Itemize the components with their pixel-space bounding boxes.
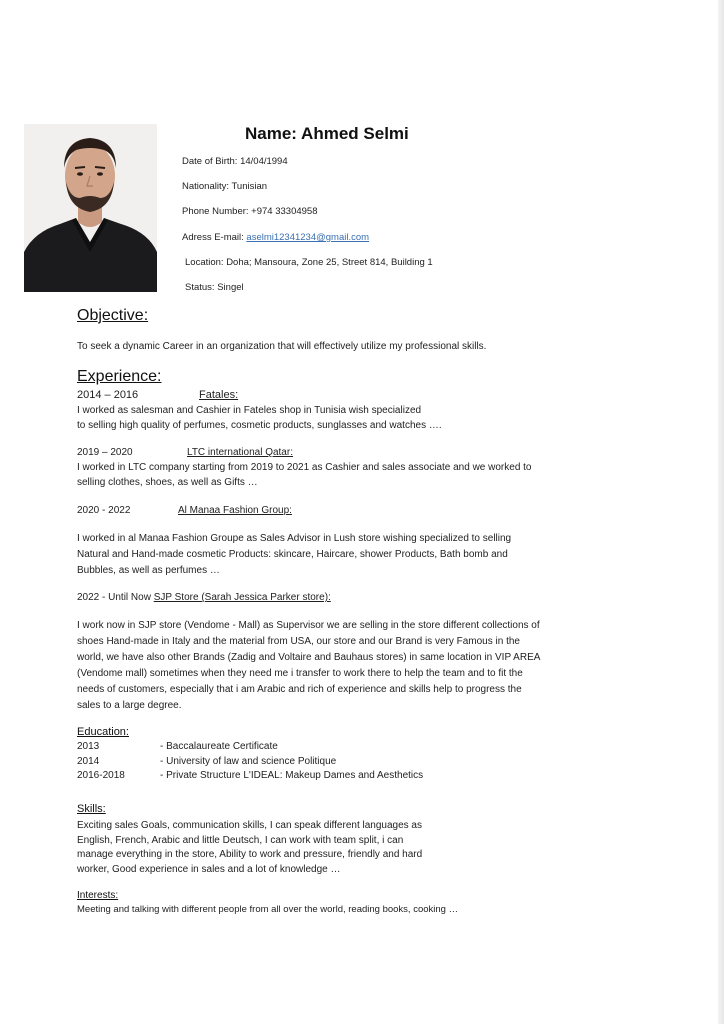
job-period: 2014 – 2016 bbox=[77, 389, 139, 401]
location: Location: Doha; Mansoura, Zone 25, Street 814, Building 1 bbox=[185, 257, 433, 268]
job-period: 2019 – 2020 bbox=[77, 447, 133, 458]
interests-text: Meeting and talking with different people from all over the world, reading books, cooking … bbox=[77, 904, 459, 915]
job-period: 2022 - Until Now bbox=[77, 592, 154, 603]
profile-photo bbox=[24, 124, 157, 292]
objective-text: To seek a dynamic Career in an organization that will effectively utilize my professional skills. bbox=[77, 341, 487, 352]
job-description-line: world, we have also other Brands (Zadig and Voltaire and Bauhaus stores) in same location in VIP AREA bbox=[77, 652, 541, 663]
skills-line: worker, Good experience in sales and a lot of knowledge … bbox=[77, 864, 341, 875]
job-description-line: needs of customers, especially that i am Arabic and rich of experience and skills help to progress the bbox=[77, 684, 522, 695]
job-description-line: Bubbles, as well as perfumes … bbox=[77, 565, 220, 576]
job-description-line: I work now in SJP store (Vendome - Mall) as Supervisor we are selling in the store different collections of bbox=[77, 620, 540, 631]
skills-line: English, French, Arabic and little Deutsch, I can work with team split, i can bbox=[77, 835, 404, 846]
candidate-name: Name: Ahmed Selmi bbox=[245, 124, 409, 143]
skills-heading: Skills: bbox=[77, 803, 106, 815]
job-employer: Fatales: bbox=[199, 389, 239, 401]
job-description-line: shoes Hand-made in Italy and the material from USA, our store and our Brand is very Famous in the bbox=[77, 636, 520, 647]
education-item: - Baccalaureate Certificate bbox=[160, 741, 278, 752]
date-of-birth: Date of Birth: 14/04/1994 bbox=[182, 156, 288, 167]
job-description-line: (Vendome mall) sometimes when they need me i transfer to work there to help the team and to fit the bbox=[77, 668, 523, 679]
education-item: - Private Structure L'IDEAL: Makeup Dames and Aesthetics bbox=[160, 770, 424, 781]
education-year: 2013 bbox=[77, 741, 100, 752]
education-item: - University of law and science Politique bbox=[160, 756, 337, 767]
job-description-line: to selling high quality of perfumes, cosmetic products, sunglasses and watches …. bbox=[77, 420, 442, 431]
education-heading: Education: bbox=[77, 726, 129, 738]
job-description-line: Natural and Hand-made cosmetic Products: skincare, Haircare, shower Products, Bath bomb and bbox=[77, 549, 508, 560]
job-description-line: I worked as salesman and Cashier in Fateles shop in Tunisia wish specialized bbox=[77, 405, 422, 416]
interests-heading: Interests: bbox=[77, 890, 119, 901]
education-year: 2014 bbox=[77, 756, 100, 767]
job-employer: LTC international Qatar: bbox=[187, 447, 293, 458]
phone-number: Phone Number: +974 33304958 bbox=[182, 206, 318, 217]
job-employer: SJP Store (Sarah Jessica Parker store): bbox=[153, 592, 331, 603]
job-employer: Al Manaa Fashion Group: bbox=[178, 505, 292, 516]
job-description-line: I worked in LTC company starting from 2019 to 2021 as Cashier and sales associate and we worked to bbox=[77, 462, 532, 473]
skills-line: Exciting sales Goals, communication skills, I can speak different languages as bbox=[77, 820, 422, 831]
person-portrait-icon bbox=[24, 124, 157, 292]
objective-heading: Objective: bbox=[77, 307, 149, 324]
job-period: 2020 - 2022 bbox=[77, 505, 131, 516]
job-description-line: sales to a large degree. bbox=[77, 700, 182, 711]
education-year: 2016-2018 bbox=[77, 770, 125, 781]
nationality: Nationality: Tunisian bbox=[182, 181, 268, 192]
job-period-row bbox=[77, 592, 331, 603]
experience-heading: Experience: bbox=[77, 368, 162, 385]
skills-line: manage everything in the store, Ability to work and pressure, friendly and hard bbox=[77, 849, 423, 860]
job-description-line: I worked in al Manaa Fashion Groupe as Sales Advisor in Lush store wishing specialized to selling bbox=[77, 533, 512, 544]
marital-status: Status: Singel bbox=[185, 282, 244, 293]
email-label: Adress E-mail: bbox=[182, 232, 247, 243]
job-description-line: selling clothes, shoes, as well as Gifts … bbox=[77, 477, 258, 488]
page-edge bbox=[718, 0, 724, 1024]
email-link[interactable]: aselmi12341234@gmail.com bbox=[246, 232, 370, 243]
email-row bbox=[182, 232, 369, 243]
